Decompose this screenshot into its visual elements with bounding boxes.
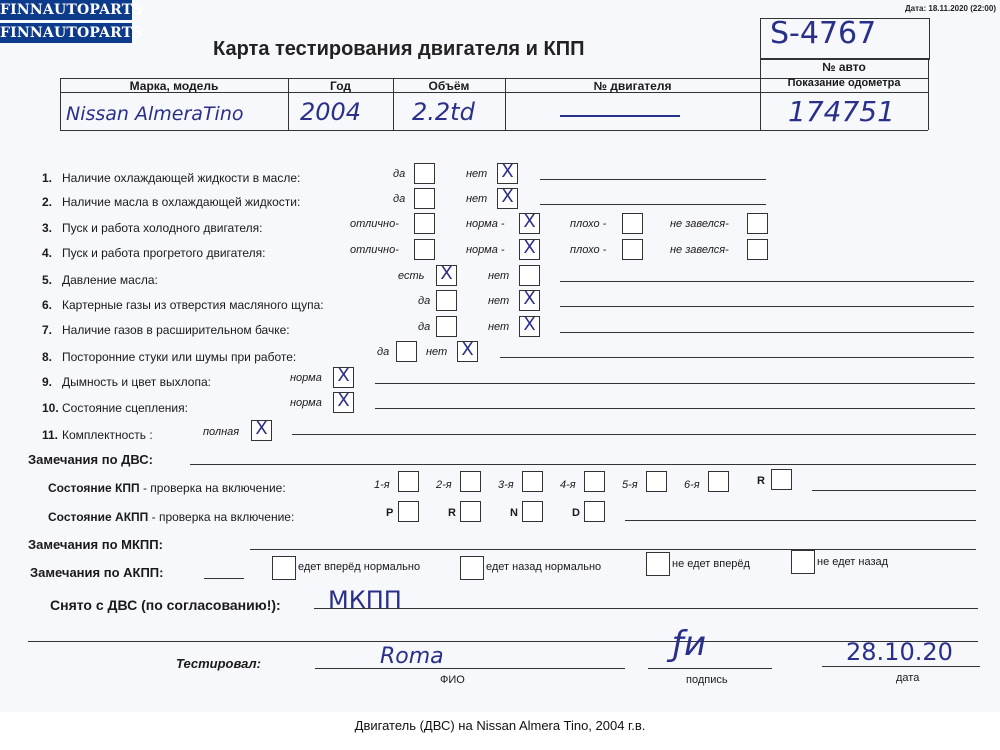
q3-bad-label: плохо - <box>570 218 607 230</box>
q11-full-checkbox[interactable]: X <box>251 420 272 441</box>
gear-5-checkbox[interactable] <box>646 471 667 492</box>
q2-no-label: нет <box>466 193 488 205</box>
brand-logo-secondary: FINNAUTOPARTS <box>0 25 143 41</box>
auto-backward-ok-checkbox[interactable] <box>460 556 484 580</box>
tester-signature: Roma <box>380 644 444 669</box>
gearbox-state-label: Состояние КПП - проверка на включение: <box>48 481 286 495</box>
q6-no-label: нет <box>488 295 510 307</box>
q9-normal-checkbox[interactable]: X <box>333 367 354 388</box>
brand-logo: FINNAUTOPARTS <box>0 2 143 18</box>
q11-full-label: полная <box>203 426 240 438</box>
question-9: 9. Дымность и цвет выхлопа: <box>42 375 211 389</box>
auto-n-checkbox[interactable] <box>522 501 543 522</box>
q1-no-checkbox[interactable]: X <box>497 163 518 184</box>
q3-normal-label: норма - <box>466 218 505 230</box>
q3-normal-checkbox[interactable]: X <box>519 213 540 234</box>
col-engine-no-header: № двигателя <box>593 79 672 93</box>
question-8: 8. Посторонние стуки или шумы при работе: <box>42 350 297 364</box>
q2-yes-checkbox[interactable] <box>414 188 435 209</box>
q1-yes-checkbox[interactable] <box>414 163 435 184</box>
q4-bad-checkbox[interactable] <box>622 239 643 260</box>
auto-d-label: D <box>572 507 580 519</box>
handwritten-id: S-4767 <box>770 16 877 51</box>
auto-forward-ok-label: едет вперёд нормально <box>298 561 421 573</box>
question-5: 5. Давление масла: <box>42 273 158 287</box>
engine-remarks-label: Замечания по ДВС: <box>28 452 153 467</box>
manual-remarks-label: Замечания по МКПП: <box>28 537 163 552</box>
gear-1-checkbox[interactable] <box>398 471 419 492</box>
image-caption: Двигатель (ДВС) на Nissan Almera Tino, 2004 г.в. <box>354 718 646 733</box>
question-6: 6. Картерные газы из отверстия масляного щупа: <box>42 298 324 312</box>
auto-r-label: R <box>448 507 456 519</box>
auto-n-label: N <box>510 507 518 519</box>
date-stamp: Дата: 18.11.2020 (22:00) <box>904 4 996 13</box>
q7-yes-label: да <box>418 321 431 333</box>
q4-bad-label: плохо - <box>570 244 607 256</box>
gear-2-label: 2-я <box>436 479 452 491</box>
auto-forward-ok-checkbox[interactable] <box>272 556 296 580</box>
q4-excellent-checkbox[interactable] <box>414 239 435 260</box>
q8-no-checkbox[interactable]: X <box>457 341 478 362</box>
q3-excellent-label: отлично- <box>350 218 399 230</box>
q5-no-label: нет <box>488 270 510 282</box>
auto-no-backward-checkbox[interactable] <box>791 550 815 574</box>
q1-yes-label: да <box>393 168 406 180</box>
auto-backward-ok-label: едет назад нормально <box>486 561 602 573</box>
page-title: Карта тестирования двигателя и КПП <box>213 38 585 60</box>
auto-remarks-label: Замечания по АКПП: <box>30 565 164 580</box>
gear-3-label: 3-я <box>498 479 514 491</box>
q7-no-checkbox[interactable]: X <box>519 316 540 337</box>
q7-yes-checkbox[interactable] <box>436 316 457 337</box>
gear-3-checkbox[interactable] <box>522 471 543 492</box>
q7-no-label: нет <box>488 321 510 333</box>
auto-no-forward-checkbox[interactable] <box>646 552 670 576</box>
q4-normal-checkbox[interactable]: X <box>519 239 540 260</box>
auto-p-label: P <box>386 507 394 519</box>
q3-not-started-checkbox[interactable] <box>747 213 768 234</box>
auto-d-checkbox[interactable] <box>584 501 605 522</box>
q3-excellent-checkbox[interactable] <box>414 213 435 234</box>
q8-yes-label: да <box>377 346 390 358</box>
gear-r-label: R <box>757 475 765 487</box>
col-make-header: Марка, модель <box>129 79 219 93</box>
q5-no-checkbox[interactable] <box>519 265 540 286</box>
question-3: 3. Пуск и работа холодного двигателя: <box>42 221 263 235</box>
q4-excellent-label: отлично- <box>350 244 399 256</box>
question-7: 7. Наличие газов в расширительном бачке: <box>42 323 290 337</box>
tested-by-label: Тестировал: <box>176 656 261 671</box>
date-value: 28.10.20 <box>846 638 953 666</box>
q8-no-label: нет <box>426 346 448 358</box>
gear-4-checkbox[interactable] <box>584 471 605 492</box>
col-auto-no-header: № авто <box>822 60 866 74</box>
removed-value: МКПП <box>328 586 402 614</box>
gear-6-checkbox[interactable] <box>708 471 729 492</box>
gear-4-label: 4-я <box>560 479 576 491</box>
q6-yes-label: да <box>418 295 431 307</box>
q6-yes-checkbox[interactable] <box>436 290 457 311</box>
col-volume-header: Объём <box>428 79 470 93</box>
q2-no-checkbox[interactable]: X <box>497 188 518 209</box>
gear-r-checkbox[interactable] <box>771 469 792 490</box>
date-label: дата <box>896 672 920 684</box>
engine-no-dash <box>560 115 680 117</box>
odometer-value: 174751 <box>788 95 895 128</box>
volume-value: 2.2td <box>412 98 475 126</box>
signature-label: подпись <box>686 674 728 686</box>
q3-bad-checkbox[interactable] <box>622 213 643 234</box>
col-year-header: Год <box>330 79 351 93</box>
q4-normal-label: норма - <box>466 244 505 256</box>
q5-present-label: есть <box>398 270 425 282</box>
question-10: 10. Состояние сцепления: <box>42 401 188 415</box>
q4-not-started-label: не завелся- <box>670 244 729 256</box>
auto-p-checkbox[interactable] <box>398 501 419 522</box>
q6-no-checkbox[interactable]: X <box>519 290 540 311</box>
q2-yes-label: да <box>393 193 406 205</box>
year-value: 2004 <box>300 98 362 126</box>
auto-no-forward-label: не едет вперёд <box>672 558 750 570</box>
auto-r-checkbox[interactable] <box>460 501 481 522</box>
q1-no-label: нет <box>466 168 488 180</box>
question-11: 11. Комплектность : <box>42 428 153 442</box>
q10-normal-checkbox[interactable]: X <box>333 392 354 413</box>
gear-1-label: 1-я <box>374 479 390 491</box>
question-1: 1. Наличие охлаждающей жидкости в масле: <box>42 171 301 185</box>
q10-normal-label: норма <box>290 397 322 409</box>
q9-normal-label: норма <box>290 372 322 384</box>
col-odometer-header: Показание одометра <box>787 77 901 89</box>
question-2: 2. Наличие масла в охлаждающей жидкости: <box>42 195 301 209</box>
q3-not-started-label: не завелся- <box>670 218 729 230</box>
question-4: 4. Пуск и работа прогретого двигателя: <box>42 246 266 260</box>
gear-2-checkbox[interactable] <box>460 471 481 492</box>
fio-label: ФИО <box>440 674 465 686</box>
gear-5-label: 5-я <box>622 479 638 491</box>
make-value: Nissan AlmeraTino <box>66 103 244 125</box>
signature-scrawl: ƒи <box>672 624 707 664</box>
q8-yes-checkbox[interactable] <box>396 341 417 362</box>
auto-gearbox-state-label: Состояние АКПП - проверка на включение: <box>48 510 295 524</box>
auto-no-backward-label: не едет назад <box>817 556 889 568</box>
q5-present-checkbox[interactable]: X <box>436 265 457 286</box>
removed-label: Снято с ДВС (по согласованию!): <box>50 597 281 613</box>
gear-6-label: 6-я <box>684 479 700 491</box>
q4-not-started-checkbox[interactable] <box>747 239 768 260</box>
